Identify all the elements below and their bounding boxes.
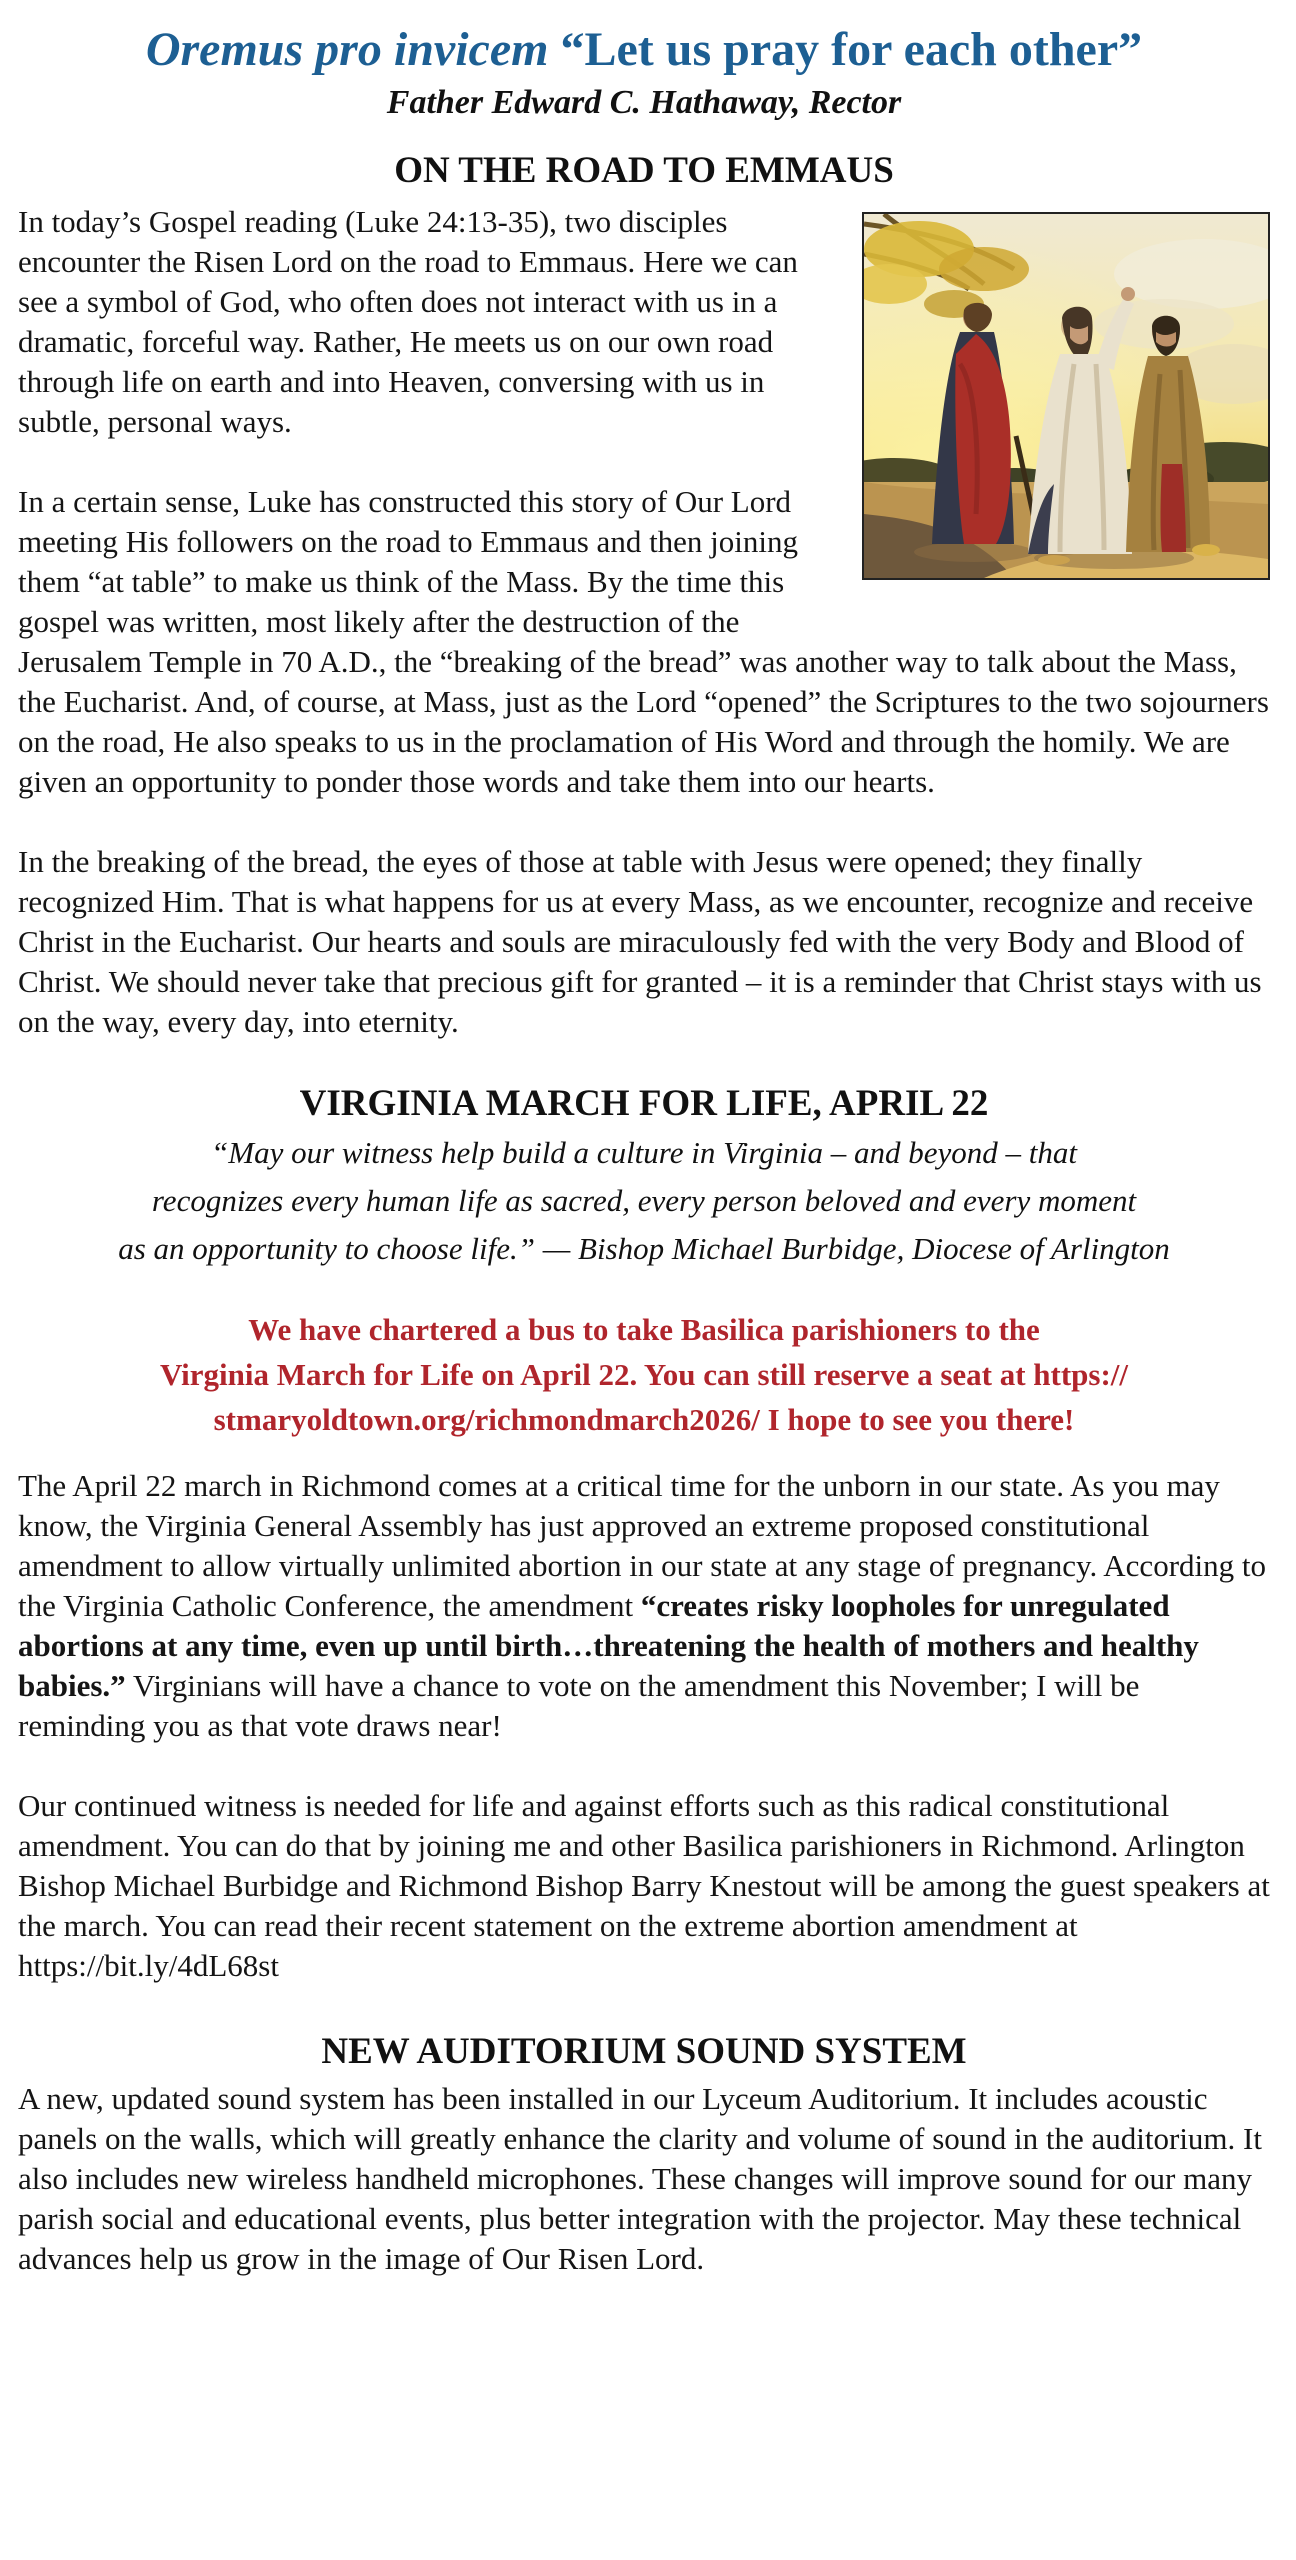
march-paragraph-critical [18,1466,1270,1746]
rector-byline: Father Edward C. Hathaway, Rector [386,84,902,121]
sound-system-paragraph: A new, updated sound system has been installed in our Lyceum Auditorium. It includes acoustic panels on the walls, which will greatly enhance the clarity and volume of sound in the auditorium. It also includes new wireless handheld microphones. These changes will improve sound for our many parish social and educational events, plus better integration with the projector. May these technical advances help us grow in the image of Our Risen Lord. [18,2081,1262,2276]
bishop-quote-line-1: “May our witness help build a culture in Virginia – and beyond – that [211,1135,1077,1170]
march-critical-text: The April 22 march in Richmond comes at a critical time for the unborn in our state. As you may know, the Virginia General Assembly has just approved an extreme proposed constitutional amendment to allow virtually unlimited abortion in our state at any stage of pregnancy. According to the Virginia Catholic Conference, the amendment [18,1468,1266,1623]
page-title [18,22,1270,77]
title-quote: “Let us pray for each other” [560,23,1143,76]
march-critical-bold-quote: “creates risky loopholes for unregulated abortions at any time, even up until birth…threatening the health of mothers and healthy babies.” [18,1588,1199,1703]
march-paragraph-witness: Our continued witness is needed for life and against efforts such as this radical constitutional amendment. You can do that by joining me and other Basilica parishioners in Richmond. Arlington Bishop Michael Burbidge and Richmond Bishop Barry Knestout will be among the guest speakers at the march. You can read their recent statement on the extreme abortion amendment at https://bit.ly/4dL68st [18,1788,1270,1983]
title-spacer [548,23,560,76]
road-to-emmaus-painting [862,212,1270,580]
road-to-emmaus-painting-image [864,214,1268,578]
section-heading-sound-system: NEW AUDITORIUM SOUND SYSTEM [321,2031,967,2072]
emmaus-paragraph-3: In the breaking of the bread, the eyes of those at table with Jesus were opened; they finally recognized Him. That is what happens for us at every Mass, as we encounter, recognize and receive Christ in the Eucharist. Our hearts and souls are miraculously fed with the very Body and Blood of Christ. We should never take that precious gift for granted – it is a reminder that Christ stays with us on the way, every day, into eternity. [18,844,1262,1039]
emmaus-paragraph-2: In a certain sense, Luke has constructed this story of Our Lord meeting His followers on the road to Emmaus and then joining them “at table” to make us think of the Mass. By the time this gospel was written, most likely after the destruction of the Jerusalem Temple in 70 A.D., the “breaking of the bread” was another way to talk about the Mass, the Eucharist. And, of course, at Mass, just as the Lord “opened” the Scriptures to the two sojourners on the road, He also speaks to us in the proclamation of His Word and through the homily. We are given an opportunity to ponder those words and take them into our hearts. [18,484,1269,799]
bus-announcement [18,1307,1270,1442]
title-latin-phrase: Oremus pro invicem [145,23,549,76]
bus-announcement-line-1: We have chartered a bus to take Basilica parishioners to the [248,1312,1040,1347]
bus-announcement-line-2: Virginia March for Life on April 22. You can still reserve a seat at https:// [159,1357,1129,1392]
emmaus-paragraph-1: In today’s Gospel reading (Luke 24:13-35), two disciples encounter the Risen Lord on the road to Emmaus. Here we can see a symbol of God, who often does not interact with us in a dramatic, forceful way. Rather, He meets us on our own road through life on earth and into Heaven, conversing with us in subtle, personal ways. [18,204,798,439]
section-heading-emmaus: ON THE ROAD TO EMMAUS [394,150,894,191]
bishop-quote-line-2: recognizes every human life as sacred, every person beloved and every moment [151,1183,1137,1218]
march-critical-text-after: Virginians will have a chance to vote on the amendment this November; I will be reminding you as that vote draws near! [18,1668,1140,1743]
section-heading-march: VIRGINIA MARCH FOR LIFE, APRIL 22 [299,1083,989,1124]
bishop-quote [18,1129,1270,1273]
bishop-quote-line-3: as an opportunity to choose life.” — Bishop Michael Burbidge, Diocese of Arlington [118,1231,1170,1266]
bus-announcement-line-3: stmaryoldtown.org/richmondmarch2026/ I hope to see you there! [213,1402,1075,1437]
